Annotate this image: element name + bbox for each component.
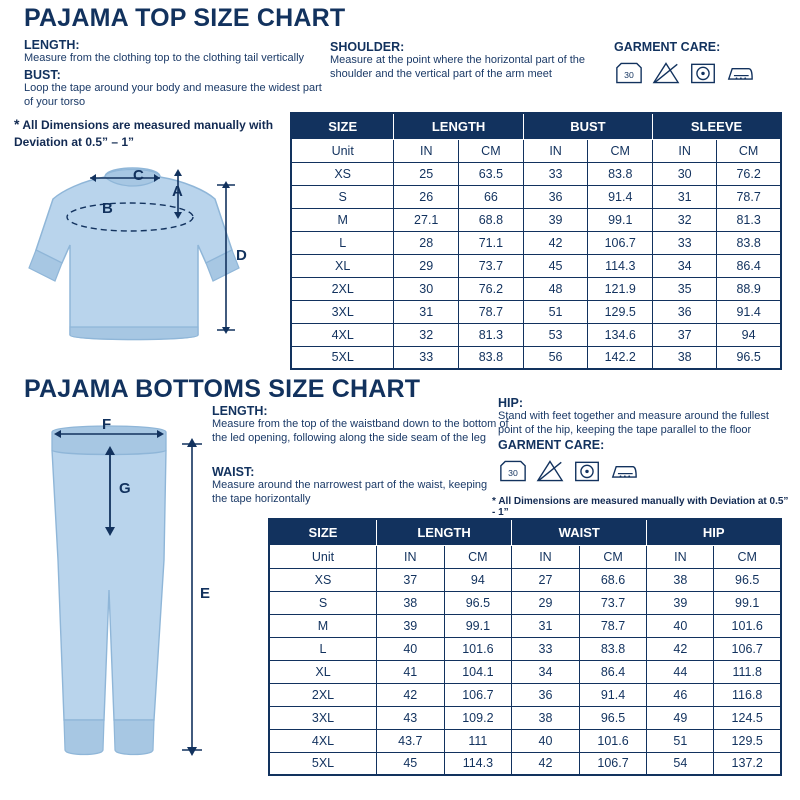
table-cell: 33 [512, 637, 580, 660]
top-shoulder-description [330, 40, 595, 82]
table-row [291, 254, 781, 277]
table-cell: 42 [512, 752, 580, 775]
table-row [269, 568, 781, 591]
table-cell: CM [588, 139, 653, 162]
table-cell: 31 [512, 614, 580, 637]
table-cell: 2XL [269, 683, 377, 706]
table-cell: 27 [512, 568, 580, 591]
bottom-hip-text: Stand with feet together and measure around the fullest point of the hip, keeping the tape parallel to the floor [498, 410, 769, 436]
table-cell: 42 [377, 683, 445, 706]
table-cell: 48 [523, 277, 588, 300]
table-cell: L [291, 231, 394, 254]
table-cell: M [269, 614, 377, 637]
table-row [291, 346, 781, 369]
top-deviation-note [14, 115, 294, 150]
top-length-description [24, 38, 324, 66]
marker-f: F [102, 416, 112, 433]
top-bust-description [24, 68, 324, 110]
table-header-row [291, 113, 781, 139]
table-cell: 31 [653, 185, 717, 208]
table-cell: 106.7 [444, 683, 512, 706]
table-cell: 28 [394, 231, 459, 254]
table-cell: 86.4 [579, 660, 647, 683]
table-cell: 129.5 [588, 300, 653, 323]
table-cell: 39 [377, 614, 445, 637]
table-row [269, 706, 781, 729]
table-cell: 106.7 [579, 752, 647, 775]
top-garment-care-label: GARMENT CARE: [614, 40, 721, 54]
bottom-hip-description [498, 396, 793, 438]
table-cell: 26 [394, 185, 459, 208]
table-cell: S [269, 591, 377, 614]
page-title-top: PAJAMA TOP SIZE CHART [24, 4, 346, 32]
table-cell: 40 [647, 614, 714, 637]
table-cell: IN [394, 139, 459, 162]
bottom-waist-label: WAIST: [212, 465, 255, 479]
table-cell: XS [269, 568, 377, 591]
top-length-label: LENGTH: [24, 38, 80, 52]
table-row [291, 185, 781, 208]
table-row [269, 660, 781, 683]
table-cell: 94 [444, 568, 512, 591]
table-cell: 81.3 [717, 208, 781, 231]
table-cell: 4XL [269, 729, 377, 752]
table-row [269, 591, 781, 614]
table-cell: 30 [653, 162, 717, 185]
marker-e: E [200, 585, 211, 602]
th-bust: BUST [523, 113, 652, 139]
table-cell: Unit [269, 545, 377, 568]
pajama-bottoms-illustration [14, 416, 244, 785]
table-cell: 86.4 [717, 254, 781, 277]
table-cell: 121.9 [588, 277, 653, 300]
table-cell: 94 [717, 323, 781, 346]
asterisk-icon: * [14, 116, 20, 132]
table-cell: 99.1 [444, 614, 512, 637]
table-cell: 129.5 [714, 729, 781, 752]
table-cell: 4XL [291, 323, 394, 346]
bottom-waist-description [212, 465, 502, 507]
th-sleeve: SLEEVE [653, 113, 781, 139]
table-cell: 68.6 [579, 568, 647, 591]
table-row [291, 162, 781, 185]
table-row [269, 729, 781, 752]
table-cell: Unit [291, 139, 394, 162]
svg-text:30: 30 [624, 70, 634, 81]
table-cell: 40 [512, 729, 580, 752]
table-row [269, 752, 781, 775]
table-cell: CM [717, 139, 781, 162]
table-cell: 101.6 [714, 614, 781, 637]
wash-30-icon [614, 60, 644, 86]
top-deviation-note-text: All Dimensions are measured manually with Deviation at 0.5” – 1” [14, 118, 274, 149]
table-cell: 78.7 [459, 300, 524, 323]
table-cell: 101.6 [444, 637, 512, 660]
table-cell: 78.7 [579, 614, 647, 637]
bottom-deviation-note [492, 496, 792, 518]
table-cell: 106.7 [714, 637, 781, 660]
table-cell: 106.7 [588, 231, 653, 254]
table-cell: 81.3 [459, 323, 524, 346]
iron-icon [725, 60, 755, 86]
table-cell: 99.1 [714, 591, 781, 614]
table-cell: 38 [647, 568, 714, 591]
table-cell: 68.8 [459, 208, 524, 231]
table-cell: 5XL [291, 346, 394, 369]
table-cell: 51 [523, 300, 588, 323]
table-cell: 63.5 [459, 162, 524, 185]
table-unit-row [291, 139, 781, 162]
bottom-care-icon-row [498, 458, 639, 484]
do-not-bleach-icon [535, 458, 565, 484]
table-cell: 45 [523, 254, 588, 277]
table-cell: 137.2 [714, 752, 781, 775]
bottom-length-text: Measure from the top of the waistband down to the bottom of the led opening, following along the side seam of the leg [212, 418, 509, 444]
bottom-length-description [212, 404, 512, 446]
table-cell: 83.8 [588, 162, 653, 185]
table-cell: IN [647, 545, 714, 568]
table-cell: 36 [512, 683, 580, 706]
table-cell: 88.9 [717, 277, 781, 300]
wash-30-icon [498, 458, 528, 484]
top-care-icon-row [614, 60, 755, 86]
top-length-text: Measure from the clothing top to the clothing tail vertically [24, 52, 305, 64]
table-unit-row [269, 545, 781, 568]
table-row [291, 208, 781, 231]
table-cell: 142.2 [588, 346, 653, 369]
top-shoulder-label: SHOULDER: [330, 40, 405, 54]
table-cell: 66 [459, 185, 524, 208]
table-cell: XL [269, 660, 377, 683]
table-cell: 3XL [291, 300, 394, 323]
table-cell: 54 [647, 752, 714, 775]
table-cell: CM [444, 545, 512, 568]
table-cell: 96.5 [717, 346, 781, 369]
table-cell: 109.2 [444, 706, 512, 729]
table-cell: L [269, 637, 377, 660]
table-cell: 96.5 [579, 706, 647, 729]
table-cell: 124.5 [714, 706, 781, 729]
table-cell: 104.1 [444, 660, 512, 683]
table-cell: CM [714, 545, 781, 568]
tumble-dry-icon [688, 60, 718, 86]
table-cell: 83.8 [459, 346, 524, 369]
table-cell: 30 [394, 277, 459, 300]
asterisk-icon: * [492, 496, 496, 507]
th-hip: HIP [647, 519, 781, 545]
bottom-deviation-note-text: All Dimensions are measured manually with Deviation at 0.5” - 1” [492, 496, 789, 518]
table-cell: 111.8 [714, 660, 781, 683]
table-cell: 36 [523, 185, 588, 208]
top-bust-text: Loop the tape around your body and measure the widest part of your torso [24, 82, 322, 108]
table-cell: 33 [394, 346, 459, 369]
table-cell: 42 [647, 637, 714, 660]
table-cell: 73.7 [579, 591, 647, 614]
table-cell: 38 [512, 706, 580, 729]
table-row [269, 683, 781, 706]
table-cell: 53 [523, 323, 588, 346]
table-cell: 43 [377, 706, 445, 729]
table-cell: 38 [653, 346, 717, 369]
table-cell: 27.1 [394, 208, 459, 231]
table-cell: 111 [444, 729, 512, 752]
table-cell: 44 [647, 660, 714, 683]
table-cell: 34 [512, 660, 580, 683]
table-cell: 32 [394, 323, 459, 346]
table-cell: 83.8 [717, 231, 781, 254]
table-cell: 91.4 [579, 683, 647, 706]
table-cell: 73.7 [459, 254, 524, 277]
page-title-bottom: PAJAMA BOTTOMS SIZE CHART [24, 375, 421, 403]
table-cell: 39 [523, 208, 588, 231]
table-cell: 96.5 [714, 568, 781, 591]
table-cell: 25 [394, 162, 459, 185]
iron-icon [609, 458, 639, 484]
table-cell: 29 [394, 254, 459, 277]
marker-g: G [119, 480, 131, 497]
marker-d: D [236, 247, 247, 264]
table-cell: 5XL [269, 752, 377, 775]
table-cell: 39 [647, 591, 714, 614]
table-cell: 91.4 [588, 185, 653, 208]
table-cell: 91.4 [717, 300, 781, 323]
table-cell: 49 [647, 706, 714, 729]
bottom-length-label: LENGTH: [212, 404, 268, 418]
table-cell: 76.2 [717, 162, 781, 185]
table-cell: 3XL [269, 706, 377, 729]
marker-a: A [172, 183, 183, 200]
bottom-size-table [268, 518, 782, 776]
table-cell: 134.6 [588, 323, 653, 346]
marker-b: B [102, 200, 113, 217]
table-cell: 114.3 [444, 752, 512, 775]
tumble-dry-icon [572, 458, 602, 484]
table-cell: 40 [377, 637, 445, 660]
table-cell: 96.5 [444, 591, 512, 614]
table-cell: M [291, 208, 394, 231]
table-cell: IN [512, 545, 580, 568]
table-cell: 42 [523, 231, 588, 254]
table-cell: IN [377, 545, 445, 568]
table-cell: 71.1 [459, 231, 524, 254]
bottom-garment-care-label: GARMENT CARE: [498, 438, 605, 452]
top-garment-care [614, 40, 755, 86]
table-row [291, 277, 781, 300]
table-cell: 116.8 [714, 683, 781, 706]
table-cell: 41 [377, 660, 445, 683]
table-cell: CM [579, 545, 647, 568]
table-cell: IN [523, 139, 588, 162]
bottom-garment-care [498, 438, 639, 484]
table-cell: 32 [653, 208, 717, 231]
table-cell: 99.1 [588, 208, 653, 231]
table-cell: 78.7 [717, 185, 781, 208]
table-cell: 101.6 [579, 729, 647, 752]
top-bust-label: BUST: [24, 68, 61, 82]
table-cell: S [291, 185, 394, 208]
table-cell: 29 [512, 591, 580, 614]
bottom-waist-text: Measure around the narrowest part of the waist, keeping the tape horizontally [212, 479, 488, 505]
table-row [291, 300, 781, 323]
table-cell: 37 [377, 568, 445, 591]
th-size: SIZE [269, 519, 377, 545]
table-cell: 33 [523, 162, 588, 185]
table-row [291, 323, 781, 346]
top-shoulder-text: Measure at the point where the horizontal part of the shoulder and the vertical part of the arm meet [330, 54, 585, 80]
table-cell: XL [291, 254, 394, 277]
table-cell: 37 [653, 323, 717, 346]
table-cell: 45 [377, 752, 445, 775]
table-cell: 114.3 [588, 254, 653, 277]
table-cell: 83.8 [579, 637, 647, 660]
table-cell: 56 [523, 346, 588, 369]
th-length: LENGTH [394, 113, 523, 139]
table-cell: CM [459, 139, 524, 162]
th-waist: WAIST [512, 519, 647, 545]
table-cell: IN [653, 139, 717, 162]
svg-text:30: 30 [508, 468, 518, 479]
table-cell: 38 [377, 591, 445, 614]
table-cell: 51 [647, 729, 714, 752]
table-cell: 2XL [291, 277, 394, 300]
table-cell: 76.2 [459, 277, 524, 300]
marker-c: C [133, 167, 144, 184]
pajama-top-illustration [10, 155, 280, 375]
table-cell: 36 [653, 300, 717, 323]
table-cell: 43.7 [377, 729, 445, 752]
table-cell: 34 [653, 254, 717, 277]
table-cell: 46 [647, 683, 714, 706]
table-cell: 33 [653, 231, 717, 254]
table-row [269, 637, 781, 660]
table-row [269, 614, 781, 637]
table-cell: 35 [653, 277, 717, 300]
table-header-row [269, 519, 781, 545]
table-row [291, 231, 781, 254]
bottom-hip-label: HIP: [498, 396, 523, 410]
th-size: SIZE [291, 113, 394, 139]
top-size-table [290, 112, 782, 370]
table-cell: 31 [394, 300, 459, 323]
do-not-bleach-icon [651, 60, 681, 86]
table-cell: XS [291, 162, 394, 185]
th-length: LENGTH [377, 519, 512, 545]
